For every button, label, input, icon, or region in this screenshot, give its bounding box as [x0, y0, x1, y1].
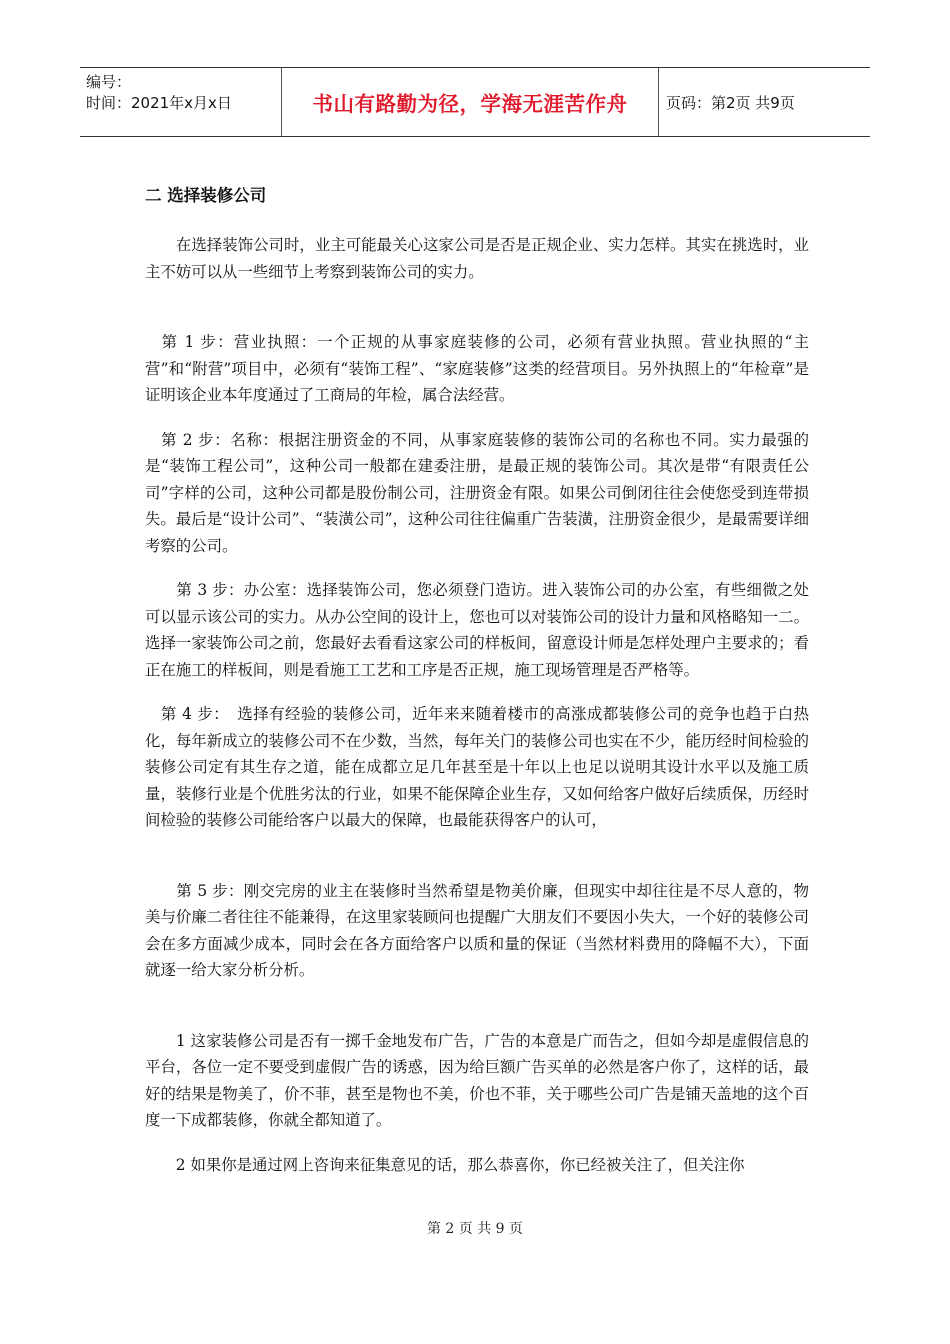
- paragraph-step-1: 第 1 步：营业执照：一个正规的从事家庭装修的公司，必须有营业执照。营业执照的“主营”和“附营”项目中，必须有“装饰工程”、“家庭装修”这类的经营项目。另外执照上的“年检章”是证明该企业本年度通过了工商局的年检，属合法经营。: [145, 333, 809, 404]
- paragraph-step-5: 第 5 步：刚交完房的业主在装修时当然希望是物美价廉，但现实中却往往是不尽人意的，物美与价廉二者往往不能兼得，在这里家装顾问也提醒广大朋友们不要因小失大，一个好的装修公司会在多方面减少成本，同时会在各方面给客户以质和量的保证（当然材料费用的降幅不大），下面就逐一给大家分析分析。: [145, 881, 809, 979]
- paragraph-intro: 在选择装饰公司时，业主可能最关心这家公司是否是正规企业、实力怎样。其实在挑选时，业主不妨可以从一些细节上考察到装饰公司的实力。: [145, 236, 809, 281]
- header-page-number: 页码：第2页 共9页: [666, 93, 795, 112]
- paragraph-step-3: 第 3 步：办公室：选择装饰公司，您必须登门造访。进入装饰公司的办公室，有些细微之处可以显示该公司的实力。从办公空间的设计上，您也可以对装饰公司的设计力量和风格略知一二。选择一家装饰公司之前，您最好去看看这家公司的样板间，留意设计师是怎样处理户主要求的；看正在施工的样板间，则是看施工工艺和工序是否正规，施工现场管理是否严格等。: [145, 581, 809, 679]
- document-body: [145, 181, 809, 1178]
- paragraph-step-2: 第 2 步：名称：根据注册资金的不同，从事家庭装修的装饰公司的名称也不同。实力最强的是“装饰工程公司”，这种公司一般都在建委注册，是最正规的装饰公司。其次是带“有限责任公司”字样的公司，这种公司都是股份制公司，注册资金有限。如果公司倒闭往往会使您受到连带损失。最后是“设计公司”、“装潢公司”，这种公司往往偏重广告装潢，注册资金很少，是最需要详细考察的公司。: [145, 430, 809, 555]
- paragraph-point-1: 1 这家装修公司是否有一掷千金地发布广告，广告的本意是广而告之，但如今却是虚假信息的平台，各位一定不要受到虚假广告的诱惑，因为给巨额广告买单的必然是客户你了，这样的话，最好的结果是物美了，价不菲，甚至是物也不美，价也不菲，关于哪些公司广告是铺天盖地的这个百度一下成都装修，你就全都知道了。: [145, 1031, 809, 1129]
- header-motto: 书山有路勤为径，学海无涯苦作舟: [282, 68, 659, 136]
- document-date-label: 时间：2021年x月x日: [86, 94, 232, 112]
- section-title: 二 选择装修公司: [145, 186, 267, 205]
- document-number-label: 编号：: [86, 73, 132, 91]
- page-header: [80, 67, 870, 137]
- paragraph-step-4: 第 4 步： 选择有经验的装修公司，近年来来随着楼市的高涨成都装修公司的竞争也趋于白热化，每年新成立的装修公司不在少数，当然，每年关门的装修公司也实在不少，能历经时间检验的装修公司定有其生存之道，能在成都立足几年甚至是十年以上也足以说明其设计水平以及施工质量，装修行业是个优胜劣汰的行业，如果不能保障企业生存，又如何给客户做好后续质保，历经时间检验的装修公司能给客户以最大的保障，也最能获得客户的认可，: [145, 705, 809, 829]
- page-footer: 第 2 页 共 9 页: [426, 1221, 524, 1237]
- paragraph-point-2: 2 如果你是通过网上咨询来征集意见的话，那么恭喜你，你已经被关注了，但关注你: [145, 1155, 745, 1174]
- header-meta-cell: [80, 68, 282, 136]
